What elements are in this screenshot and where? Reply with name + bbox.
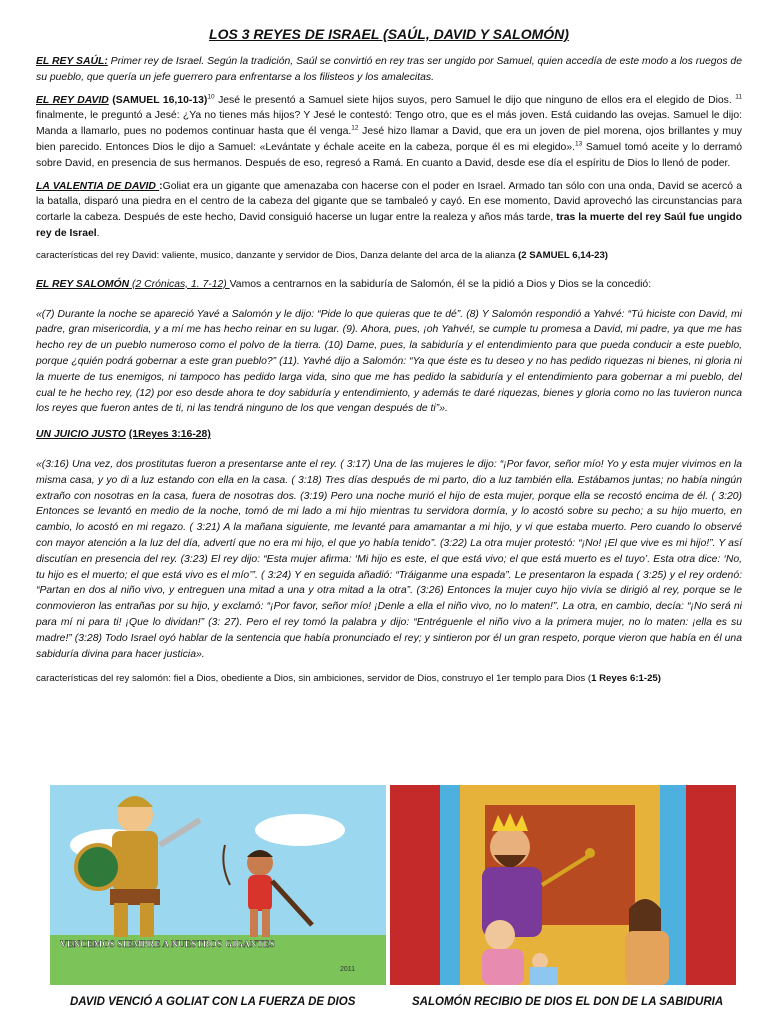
salomon-features-text: características del rey salomón: fiel a Dios, obediente a Dios, sin ambiciones, servidor de Dios, construyo el 1er templo para Dios ( xyxy=(36,673,592,685)
saul-paragraph xyxy=(36,54,742,86)
saul-text: Primer rey de Israel. Según la tradición, Saúl se convirtió en rey tras ser ungido por Samuel, quien accedía de este modo a los ruegos de su pueblo, que quería un jefe guerrero para enfrentarse a los filisteos y los amalecitas. xyxy=(36,56,742,83)
illustration-signature: 2011 xyxy=(340,966,356,973)
salomon-reference: (2 Crónicas, 1. 7-12) xyxy=(129,278,230,290)
david-goliath-illustration xyxy=(50,785,386,985)
verse-number: 13 xyxy=(575,140,583,148)
david-paragraph xyxy=(36,93,742,172)
david-text: Jesé hizo llamar a David, que era un joven de piel morena, ojos brillantes y muy bien parecido. Entonces Dios le dijo a Samuel: «Levántate y échale aceite en la cabeza, porque él es mi elegido». xyxy=(36,126,742,153)
juicio-label: UN JUICIO JUSTO xyxy=(36,429,126,441)
valentia-paragraph xyxy=(36,179,742,242)
juicio-heading xyxy=(36,427,742,443)
juicio-reference: (1Reyes 3:16-28) xyxy=(128,429,211,441)
document-page xyxy=(36,26,742,686)
salomon-features xyxy=(36,672,742,686)
caption-right: SALOMÓN RECIBIO DE DIOS EL DON DE LA SABIDURIA xyxy=(412,996,724,1008)
valentia-bold-text: tras la muerte del rey Saúl fue ungido rey de Israel xyxy=(36,212,742,239)
valentia-text: Goliat era un gigante que amenazaba con hacerse con el poder en Israel. Armado tan sólo con una onda, David se acercó a la batalla, disparó una piedra en el centro de la cabeza del gigante que se tambaleó y cayó. En ese momento, David aprovechó las circunstancias para cortarle la cabeza. Después de este hecho, David consiguió hacerse un lugar entre la realeza y años más tarde, xyxy=(36,180,742,224)
valentia-label: LA VALENTIA DE DAVID xyxy=(36,180,160,192)
salomon-paragraph xyxy=(36,277,742,293)
david-features-reference: (2 SAMUEL 6,14-23) xyxy=(518,249,609,261)
caption-left: DAVID VENCIÓ A GOLIAT CON LA FUERZA DE DIOS xyxy=(70,996,356,1008)
david-text: Jesé le presentó a Samuel siete hijos suyos, pero Samuel le dijo que ninguno de ellos era el elegido de Dios. xyxy=(214,94,736,106)
david-text: Samuel tomó aceite y lo derramó sobre David, en presencia de sus hermanos. Después de eso, regresó a Ramá. En cuanto a David, desde ese día el espíritu de Dios lo llenó de poder. xyxy=(36,141,743,169)
david-label: EL REY DAVID xyxy=(36,94,109,106)
david-features-text: características del rey David: valiente, musico, danzante y servidor de Dios, Danza delante del arca de la alianza xyxy=(36,249,519,261)
salomon-label: EL REY SALOMÓN xyxy=(36,278,130,290)
valentia-colon: : xyxy=(159,180,163,192)
david-text: finalmente, le preguntó a Jesé: ¿Ya no tienes más hijos? Y Jesé le contestó: Tengo otro, que es el más joven. Está cuidando las ovejas. Samuel le dijo: Manda a llamarlo, pues no podemos continuar hasta que él venga. xyxy=(36,110,742,138)
verse-number: 10 xyxy=(207,93,215,101)
salomon-judgment-illustration xyxy=(390,785,736,985)
valentia-end: . xyxy=(96,227,100,239)
saul-label: EL REY SAÚL: xyxy=(36,56,108,67)
salomon-features-reference: 1 Reyes 6:1-25 xyxy=(591,673,658,685)
salomon-text: Vamos a centrarnos en la sabiduría de Salomón, él se la pidió a Dios y Dios se la concedió: xyxy=(229,278,652,290)
juicio-quote: «(3:16) Una vez, dos prostitutas fueron a presentarse ante el rey. ( 3:17) Una de las mujeres le dijo: “¡Por favor, señor mío! Yo y esta mujer vivimos en la misma casa, y yo di a luz estando con ella en la casa. ( 3:18) Tres días después de mi parto, dio a luz también ella. Estábamos juntas; no había ningún extraño con nosotras en la casa, fuera de nosotras dos. (3:19) Pero una noche murió el hijo de esta mujer, porque ella se recostó encima de él. ( 3:20) Entonces se levantó en medio de la noche, tomó de mi lado a mi hijo mientras tu servidora dormía, y lo acostó sobre su pecho; a su hijo muerto, en cambio, lo acostó en mi regazo. ( 3:21) A la mañana siguiente, me levanté para amamantar a mi hijo, y vi que estaba muerto. Pero cuando lo observé con mayor atención a la luz del día, advertí que no era mi hijo, el que yo había tenido”. (3:22) La otra mujer protestó: “¡No! ¡El que vive es mi hijo!”. Y así discutían en presencia del rey. (3:23) El rey dijo: “Esta mujer afirma: ‘Mi hijo es este, el que está vivo; el que está muerto es el tuyo’. Esta otra dice: ‘No, tu hijo es el muerto; el que está vivo es el mío’”. ( 3:24) Y en seguida añadió: “Tráiganme una espada”. Le presentaron la espada ( 3:25) y el rey ordenó: “Partan en dos al niño vivo, y entreguen una mitad a una y otra mitad a la otra”. (3:26) Entonces la mujer cuyo hijo vivía se dirigió al rey, porque se le conmovieron las entrañas por su hijo, y exclamó: “¡Por favor, señor mío! ¡Denle a ella el niño vivo, no lo maten!”. La otra, en cambio, decía: “¡No será ni para mí ni para ti! ¡Que lo dividan!” (3: 27). Pero el rey tomó la palabra y dijo: “Entréguenle el niño vivo a la primera mujer, no lo maten: ¡ella es su madre!” (3:28) Todo Israel oyó hablar de la sentencia que había pronunciado el rey; y sintieron por él un gran respeto, porque vieron que había en él una sabiduría divina para hacer justicia». xyxy=(36,458,742,660)
david-reference: (SAMUEL 16,10-13) xyxy=(108,94,208,106)
salomon-quote: «(7) Durante la noche se apareció Yavé a Salomón y le dijo: “Pide lo que quieras que te dé”. (8) Y Salomón respondió a Yahvé: “Tú hiciste con David, mi padre, gran misericordia, y a mí me has hecho reinar en su lugar. (9). Ahora, pues, ¡oh Yahvé!, se cumple tu promesa a David, mi padre, ya que me has hecho rey de un pueblo numeroso como el polvo de la tierra. (10) Dame, pues, la sabiduría y el entendimiento para que pueda conducir a este pueblo, porque ¿quién podrá gobernar a este gran pueblo?” (11). Yavhé dijo a Salomón: “Ya que éste es tu deseo y no has pedido riquezas ni bienes, ni gloria ni la muerte de tus enemigos, ni tampoco has pedido larga vida, sino que me has pedido la sabiduría y el entendimiento para gobernar a mi pueblo, del cual te he hecho rey, (12) por eso desde ahora te doy sabiduría y entendimiento, y además te daré riquezas, bienes y gloria como no las tuvieron nunca los reyes que fueron antes de ti, ni las tendrá ninguno de los que vengan después de ti”». xyxy=(36,308,742,415)
salomon-features-end: ) xyxy=(657,673,661,685)
illustration-banner-text: VENCEMOS SIEMPRE A NUESTROS GIGANTES xyxy=(60,940,275,950)
david-features xyxy=(36,249,742,263)
page-title: LOS 3 REYES DE ISRAEL (SAÚL, DAVID Y SALOMÓN) xyxy=(209,26,569,42)
verse-number: 12 xyxy=(351,124,359,132)
verse-number: 11 xyxy=(735,93,742,101)
illustrations xyxy=(50,785,736,985)
